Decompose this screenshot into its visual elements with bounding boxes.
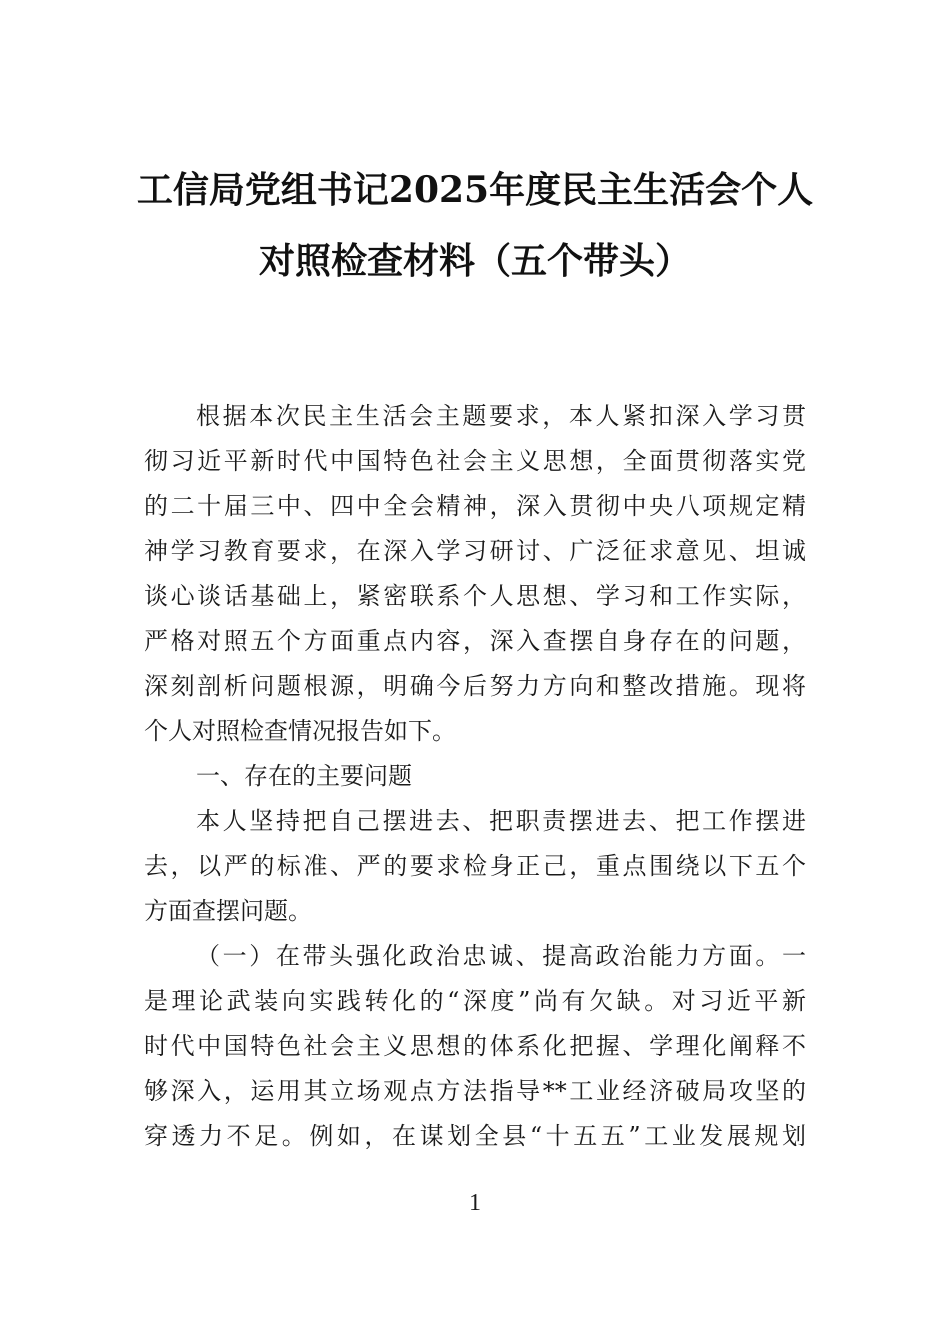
page-number: 1 bbox=[469, 1190, 481, 1216]
paragraph-line: 个人对照检查情况报告如下。 bbox=[144, 717, 456, 745]
paragraph-line: 谈心谈话基础上，紧密联系个人思想、学习和工作实际， bbox=[144, 582, 806, 610]
paragraph-line: 彻习近平新时代中国特色社会主义思想，全面贯彻落实党 bbox=[144, 447, 806, 475]
paragraph-line: 方面查摆问题。 bbox=[144, 897, 312, 925]
paragraph-line: 去，以严的标准、严的要求检身正己，重点围绕以下五个 bbox=[144, 852, 806, 880]
paragraph-line: 是理论武装向实践转化的“深度”尚有欠缺。对习近平新 bbox=[144, 987, 806, 1015]
paragraph-line: 时代中国特色社会主义思想的体系化把握、学理化阐释不 bbox=[144, 1032, 806, 1060]
paragraph-line: 根据本次民主生活会主题要求，本人紧扣深入学习贯 bbox=[196, 402, 806, 430]
document-title-line-1: 工信局党组书记2025年度民主生活会个人 bbox=[136, 169, 814, 211]
paragraph-line: 深刻剖析问题根源，明确今后努力方向和整改措施。现将 bbox=[144, 672, 806, 700]
paragraph-line: 的二十届三中、四中全会精神，深入贯彻中央八项规定精 bbox=[144, 492, 806, 520]
paragraph-line: 神学习教育要求，在深入学习研讨、广泛征求意见、坦诚 bbox=[144, 537, 806, 565]
paragraph-line: 本人坚持把自己摆进去、把职责摆进去、把工作摆进 bbox=[196, 807, 806, 835]
paragraph-line: 严格对照五个方面重点内容，深入查摆自身存在的问题， bbox=[144, 627, 806, 655]
paragraph-line: 够深入，运用其立场观点方法指导**工业经济破局攻坚的 bbox=[144, 1077, 806, 1105]
document-title-line-2: 对照检查材料（五个带头） bbox=[258, 240, 691, 282]
paragraph-line: 穿透力不足。例如，在谋划全县“十五五”工业发展规划 bbox=[144, 1122, 806, 1150]
section-heading: 一、存在的主要问题 bbox=[196, 762, 412, 790]
subsection-heading-line: （一）在带头强化政治忠诚、提高政治能力方面。一 bbox=[196, 942, 806, 970]
